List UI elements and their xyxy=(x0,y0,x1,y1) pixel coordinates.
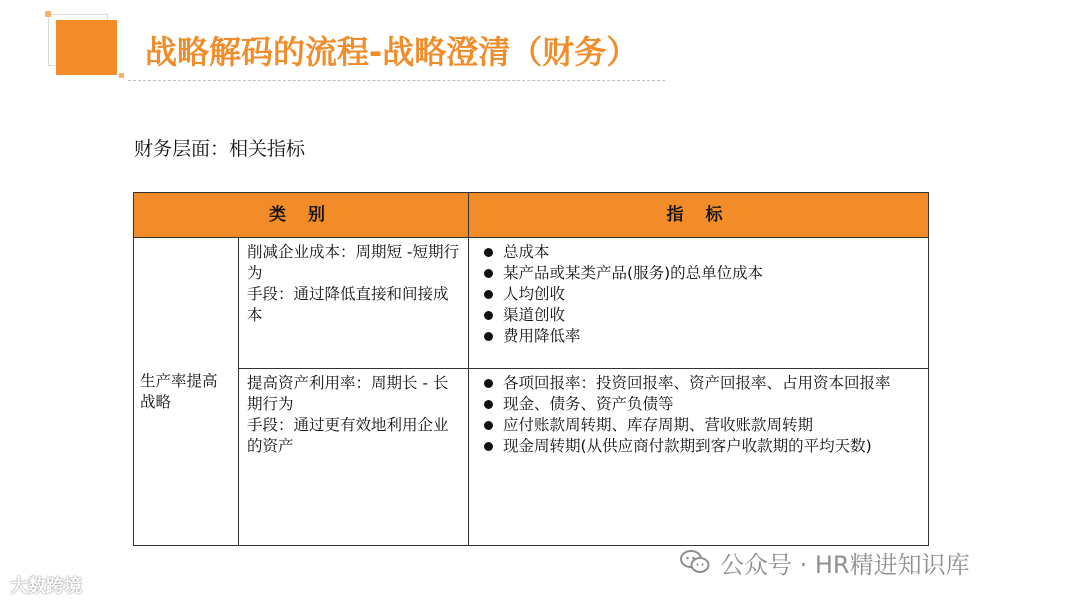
category-cell: 生产率提高战略 xyxy=(134,238,239,546)
indicator-item: 现金周转期(从供应商付款期到客户收款期的平均天数) xyxy=(477,436,920,457)
title-decoration-dot xyxy=(119,73,124,78)
indicator-cell xyxy=(469,238,929,369)
description-cell xyxy=(239,369,469,546)
title-decoration-block xyxy=(56,20,117,75)
corner-watermark: 大数跨境 xyxy=(10,576,82,597)
table-row xyxy=(134,238,929,369)
description-line: 提高资产利用率：周期长 - 长期行为 xyxy=(247,374,449,413)
indicator-item: 某产品或某类产品(服务)的总单位成本 xyxy=(477,263,920,284)
indicator-item: 现金、债务、资产负债等 xyxy=(477,394,920,415)
table-row xyxy=(134,369,929,546)
description-line: 削减企业成本：周期短 -短期行为 xyxy=(247,243,460,282)
header-category: 类 别 xyxy=(134,193,469,238)
description-line: 手段：通过降低直接和间接成本 xyxy=(247,285,449,324)
header-indicator: 指 标 xyxy=(469,193,929,238)
title-divider xyxy=(128,80,665,81)
slide-subtitle: 财务层面：相关指标 xyxy=(134,138,306,160)
indicator-item: 应付账款周转期、库存周期、营收账款周转期 xyxy=(477,415,920,436)
description-cell xyxy=(239,238,469,369)
watermark-text: 公众号 · HR精进知识库 xyxy=(720,551,970,579)
indicator-list xyxy=(477,242,920,347)
indicator-item: 费用降低率 xyxy=(477,326,920,347)
slide-title: 战略解码的流程-战略澄清（财务） xyxy=(145,33,639,71)
title-decoration-dot xyxy=(45,11,51,17)
indicator-cell xyxy=(469,369,929,546)
indicator-item: 各项回报率：投资回报率、资产回报率、占用资本回报率 xyxy=(477,373,920,394)
wechat-icon xyxy=(680,549,710,584)
metrics-table xyxy=(133,192,929,546)
watermark xyxy=(680,548,970,584)
table-header-row xyxy=(134,193,929,238)
indicator-item: 人均创收 xyxy=(477,284,920,305)
indicator-item: 总成本 xyxy=(477,242,920,263)
description-line: 手段：通过更有效地利用企业的资产 xyxy=(247,416,449,455)
indicator-item: 渠道创收 xyxy=(477,305,920,326)
indicator-list xyxy=(477,373,920,457)
